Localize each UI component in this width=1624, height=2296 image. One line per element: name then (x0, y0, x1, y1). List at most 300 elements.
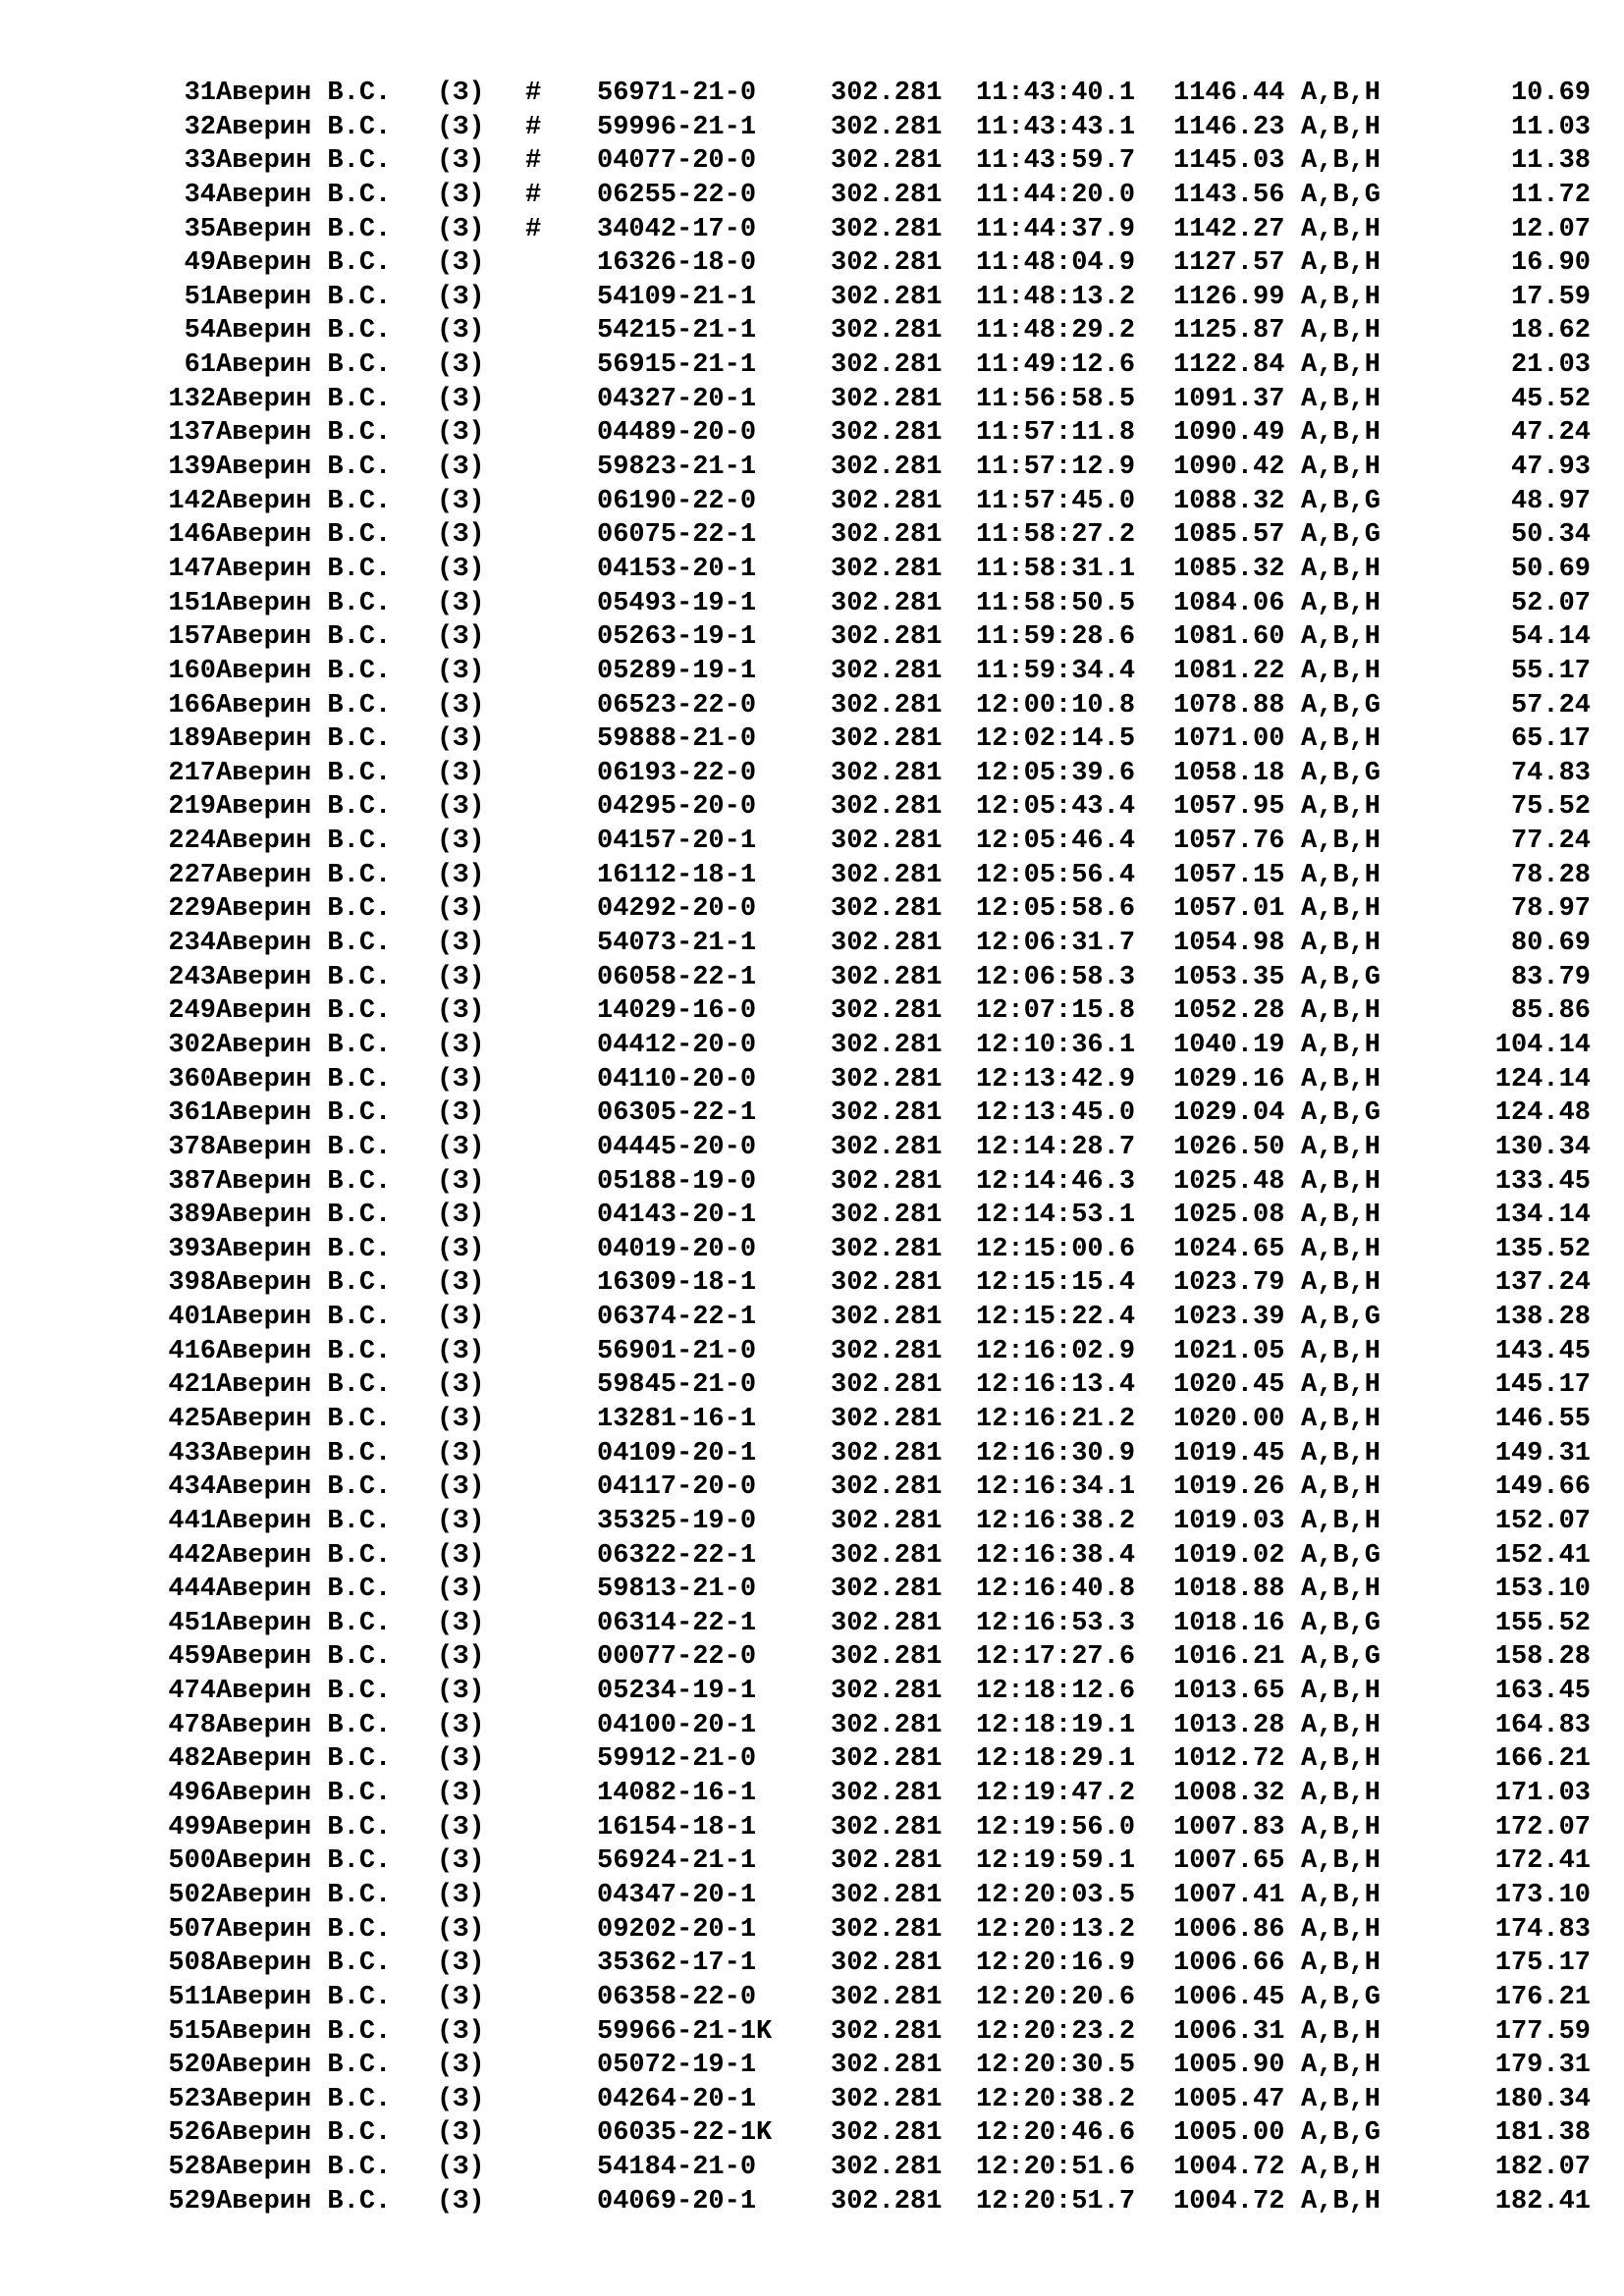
timestamp: 12:07:15.8 (976, 996, 1136, 1027)
timestamp: 11:43:43.1 (976, 112, 1136, 142)
participant-class: (З) (437, 1098, 485, 1129)
table-row (0, 1437, 1624, 1471)
azimuth-value: 302.281 (831, 1949, 943, 1979)
participant-name: Аверин В.С. (216, 146, 392, 177)
participant-name: Аверин В.С. (216, 1370, 392, 1401)
distance-value: 1025.08 (1173, 1201, 1285, 1231)
score-value: 182.41 (1494, 2186, 1591, 2216)
participant-name: Аверин В.С. (216, 1030, 392, 1060)
participant-name: Аверин В.С. (216, 1779, 392, 1809)
record-id: 04143-20-1 (597, 1201, 757, 1231)
participant-name: Аверин В.С. (216, 180, 392, 210)
participant-class: (З) (437, 418, 485, 449)
azimuth-value: 302.281 (831, 1132, 943, 1162)
distance-value: 1057.15 (1173, 860, 1285, 890)
participant-class: (З) (437, 1336, 485, 1366)
participant-name: Аверин В.С. (216, 792, 392, 823)
flags: A,B,H (1301, 1710, 1381, 1740)
azimuth-value: 302.281 (831, 1064, 943, 1095)
distance-value: 1057.01 (1173, 894, 1285, 925)
row-number: 234 (168, 929, 216, 959)
table-row (0, 2083, 1624, 2117)
azimuth-value: 302.281 (831, 656, 943, 686)
timestamp: 12:20:38.2 (976, 2084, 1136, 2114)
row-number: 442 (168, 1540, 216, 1571)
participant-class: (З) (437, 929, 485, 959)
record-id: 04109-20-1 (597, 1438, 757, 1468)
participant-name: Аверин В.С. (216, 520, 392, 551)
participant-name: Аверин В.С. (216, 1336, 392, 1366)
participant-name: Аверин В.С. (216, 350, 392, 381)
table-row (0, 77, 1624, 111)
participant-class: (З) (437, 180, 485, 210)
score-value: 75.52 (1510, 792, 1591, 823)
timestamp: 12:18:19.1 (976, 1710, 1136, 1740)
record-id: 13281-16-1 (597, 1404, 757, 1434)
azimuth-value: 302.281 (831, 860, 943, 890)
participant-name: Аверин В.С. (216, 2084, 392, 2114)
participant-class: (З) (437, 656, 485, 686)
participant-class: (З) (437, 1880, 485, 1910)
participant-class: (З) (437, 1642, 485, 1673)
flags: A,B,H (1301, 1575, 1381, 1605)
score-value: 135.52 (1494, 1234, 1591, 1264)
participant-name: Аверин В.С. (216, 316, 392, 347)
distance-value: 1057.76 (1173, 827, 1285, 857)
flags: A,B,H (1301, 1677, 1381, 1707)
row-number: 51 (184, 282, 216, 312)
participant-name: Аверин В.С. (216, 758, 392, 788)
flags: A,B,H (1301, 860, 1381, 890)
azimuth-value: 302.281 (831, 146, 943, 177)
distance-value: 1007.83 (1173, 1812, 1285, 1842)
distance-value: 1013.65 (1173, 1677, 1285, 1707)
azimuth-value: 302.281 (831, 1744, 943, 1775)
azimuth-value: 302.281 (831, 929, 943, 959)
distance-value: 1085.57 (1173, 520, 1285, 551)
row-mark: # (525, 146, 542, 177)
azimuth-value: 302.281 (831, 180, 943, 210)
participant-name: Аверин В.С. (216, 554, 392, 584)
record-id: 06322-22-1 (597, 1540, 757, 1571)
azimuth-value: 302.281 (831, 2016, 943, 2047)
distance-value: 1006.86 (1173, 1914, 1285, 1945)
distance-value: 1021.05 (1173, 1336, 1285, 1366)
record-id: 04157-20-1 (597, 827, 757, 857)
row-number: 433 (168, 1438, 216, 1468)
row-number: 378 (168, 1132, 216, 1162)
flags: A,B,H (1301, 1201, 1381, 1231)
record-id: 06374-22-1 (597, 1303, 757, 1333)
row-number: 393 (168, 1234, 216, 1264)
distance-value: 1029.04 (1173, 1098, 1285, 1129)
flags: A,B,H (1301, 1880, 1381, 1910)
timestamp: 11:48:13.2 (976, 282, 1136, 312)
azimuth-value: 302.281 (831, 1438, 943, 1468)
row-number: 398 (168, 1268, 216, 1299)
participant-name: Аверин В.С. (216, 1472, 392, 1503)
score-value: 77.24 (1510, 827, 1591, 857)
timestamp: 11:57:45.0 (976, 486, 1136, 516)
row-number: 151 (168, 588, 216, 618)
record-id: 54215-21-1 (597, 316, 757, 347)
distance-value: 1004.72 (1173, 2153, 1285, 2183)
participant-name: Аверин В.С. (216, 1880, 392, 1910)
record-id: 06035-22-1K (597, 2118, 773, 2149)
table-row (0, 348, 1624, 383)
row-number: 387 (168, 1166, 216, 1197)
distance-value: 1122.84 (1173, 350, 1285, 381)
score-value: 74.83 (1510, 758, 1591, 788)
timestamp: 12:13:45.0 (976, 1098, 1136, 1129)
participant-class: (З) (437, 1303, 485, 1333)
table-row (0, 1640, 1624, 1675)
flags: A,B,H (1301, 1166, 1381, 1197)
record-id: 04019-20-0 (597, 1234, 757, 1264)
flags: A,B,H (1301, 2186, 1381, 2216)
row-number: 496 (168, 1779, 216, 1809)
score-value: 182.07 (1494, 2153, 1591, 2183)
participant-name: Аверин В.С. (216, 1914, 392, 1945)
record-id: 06058-22-1 (597, 962, 757, 992)
distance-value: 1013.28 (1173, 1710, 1285, 1740)
participant-name: Аверин В.С. (216, 1132, 392, 1162)
azimuth-value: 302.281 (831, 690, 943, 721)
table-row (0, 2015, 1624, 2050)
score-value: 181.38 (1494, 2118, 1591, 2149)
row-number: 146 (168, 520, 216, 551)
participant-class: (З) (437, 146, 485, 177)
score-value: 45.52 (1510, 384, 1591, 414)
distance-value: 1020.45 (1173, 1370, 1285, 1401)
distance-value: 1005.47 (1173, 2084, 1285, 2114)
participant-name: Аверин В.С. (216, 1064, 392, 1095)
distance-value: 1024.65 (1173, 1234, 1285, 1264)
timestamp: 12:14:53.1 (976, 1201, 1136, 1231)
table-row (0, 994, 1624, 1029)
table-row (0, 416, 1624, 451)
timestamp: 11:56:58.5 (976, 384, 1136, 414)
distance-value: 1053.35 (1173, 962, 1285, 992)
score-value: 50.34 (1510, 520, 1591, 551)
timestamp: 11:43:59.7 (976, 146, 1136, 177)
score-value: 172.41 (1494, 1846, 1591, 1877)
participant-class: (З) (437, 1982, 485, 2012)
row-number: 139 (168, 453, 216, 483)
table-row (0, 383, 1624, 417)
table-row (0, 961, 1624, 995)
row-number: 500 (168, 1846, 216, 1877)
timestamp: 12:20:30.5 (976, 2051, 1136, 2081)
participant-class: (З) (437, 894, 485, 925)
table-row (0, 587, 1624, 621)
table-row (0, 2151, 1624, 2185)
table-row (0, 1777, 1624, 1811)
score-value: 80.69 (1510, 929, 1591, 959)
table-row (0, 1131, 1624, 1165)
participant-name: Аверин В.С. (216, 690, 392, 721)
participant-class: (З) (437, 2016, 485, 2047)
participant-class: (З) (437, 622, 485, 653)
record-id: 59888-21-0 (597, 724, 757, 755)
score-value: 163.45 (1494, 1677, 1591, 1707)
distance-value: 1018.88 (1173, 1575, 1285, 1605)
timestamp: 12:20:51.7 (976, 2186, 1136, 2216)
record-id: 16326-18-0 (597, 248, 757, 279)
score-value: 48.97 (1510, 486, 1591, 516)
distance-value: 1146.23 (1173, 112, 1285, 142)
row-number: 219 (168, 792, 216, 823)
timestamp: 12:13:42.9 (976, 1064, 1136, 1095)
distance-value: 1012.72 (1173, 1744, 1285, 1775)
score-value: 16.90 (1510, 248, 1591, 279)
timestamp: 11:49:12.6 (976, 350, 1136, 381)
score-value: 85.86 (1510, 996, 1591, 1027)
row-mark: # (525, 112, 542, 142)
row-number: 243 (168, 962, 216, 992)
participant-class: (З) (437, 860, 485, 890)
flags: A,B,G (1301, 1642, 1381, 1673)
timestamp: 12:14:28.7 (976, 1132, 1136, 1162)
record-id: 56915-21-1 (597, 350, 757, 381)
azimuth-value: 302.281 (831, 1677, 943, 1707)
row-number: 529 (168, 2186, 216, 2216)
record-id: 35362-17-1 (597, 1949, 757, 1979)
participant-class: (З) (437, 1710, 485, 1740)
flags: A,B,G (1301, 690, 1381, 721)
score-value: 174.83 (1494, 1914, 1591, 1945)
record-id: 00077-22-0 (597, 1642, 757, 1673)
azimuth-value: 302.281 (831, 1336, 943, 1366)
azimuth-value: 302.281 (831, 1779, 943, 1809)
distance-value: 1146.44 (1173, 79, 1285, 108)
score-value: 124.14 (1494, 1064, 1591, 1095)
participant-name: Аверин В.С. (216, 214, 392, 244)
timestamp: 12:16:21.2 (976, 1404, 1136, 1434)
row-number: 389 (168, 1201, 216, 1231)
azimuth-value: 302.281 (831, 453, 943, 483)
flags: A,B,G (1301, 1540, 1381, 1571)
participant-name: Аверин В.С. (216, 827, 392, 857)
record-id: 04295-20-0 (597, 792, 757, 823)
table-row (0, 859, 1624, 893)
flags: A,B,H (1301, 1370, 1381, 1401)
score-value: 172.07 (1494, 1812, 1591, 1842)
score-value: 104.14 (1494, 1030, 1591, 1060)
record-id: 56924-21-1 (597, 1846, 757, 1877)
table-row (0, 1539, 1624, 1574)
timestamp: 12:16:40.8 (976, 1575, 1136, 1605)
timestamp: 12:19:47.2 (976, 1779, 1136, 1809)
score-value: 130.34 (1494, 1132, 1591, 1162)
participant-class: (З) (437, 1608, 485, 1638)
azimuth-value: 302.281 (831, 316, 943, 347)
participant-name: Аверин В.С. (216, 962, 392, 992)
participant-name: Аверин В.С. (216, 248, 392, 279)
distance-value: 1054.98 (1173, 929, 1285, 959)
table-row (0, 485, 1624, 519)
participant-name: Аверин В.С. (216, 929, 392, 959)
row-number: 425 (168, 1404, 216, 1434)
flags: A,B,H (1301, 1949, 1381, 1979)
flags: A,B,H (1301, 1914, 1381, 1945)
participant-name: Аверин В.С. (216, 112, 392, 142)
flags: A,B,H (1301, 1472, 1381, 1503)
record-id: 06314-22-1 (597, 1608, 757, 1638)
azimuth-value: 302.281 (831, 214, 943, 244)
timestamp: 12:19:56.0 (976, 1812, 1136, 1842)
flags: A,B,G (1301, 180, 1381, 210)
row-number: 160 (168, 656, 216, 686)
flags: A,B,G (1301, 962, 1381, 992)
azimuth-value: 302.281 (831, 486, 943, 516)
azimuth-value: 302.281 (831, 2118, 943, 2149)
flags: A,B,H (1301, 554, 1381, 584)
table-row (0, 1470, 1624, 1505)
score-value: 124.48 (1494, 1098, 1591, 1129)
timestamp: 12:05:56.4 (976, 860, 1136, 890)
row-number: 224 (168, 827, 216, 857)
record-id: 04069-20-1 (597, 2186, 757, 2216)
flags: A,B,G (1301, 1303, 1381, 1333)
timestamp: 12:16:13.4 (976, 1370, 1136, 1401)
participant-class: (З) (437, 792, 485, 823)
azimuth-value: 302.281 (831, 2084, 943, 2114)
timestamp: 12:20:51.6 (976, 2153, 1136, 2183)
timestamp: 12:16:30.9 (976, 1438, 1136, 1468)
participant-name: Аверин В.С. (216, 2016, 392, 2047)
score-value: 145.17 (1494, 1370, 1591, 1401)
flags: A,B,H (1301, 384, 1381, 414)
participant-class: (З) (437, 827, 485, 857)
row-number: 502 (168, 1880, 216, 1910)
score-value: 166.21 (1494, 1744, 1591, 1775)
participant-name: Аверин В.С. (216, 588, 392, 618)
distance-value: 1007.41 (1173, 1880, 1285, 1910)
record-id: 05263-19-1 (597, 622, 757, 653)
record-id: 04153-20-1 (597, 554, 757, 584)
distance-value: 1005.90 (1173, 2051, 1285, 2081)
participant-class: (З) (437, 316, 485, 347)
timestamp: 12:20:16.9 (976, 1949, 1136, 1979)
flags: A,B,H (1301, 894, 1381, 925)
participant-name: Аверин В.С. (216, 1642, 392, 1673)
table-row (0, 757, 1624, 791)
timestamp: 11:48:04.9 (976, 248, 1136, 279)
row-number: 528 (168, 2153, 216, 2183)
participant-class: (З) (437, 1064, 485, 1095)
record-id: 04264-20-1 (597, 2084, 757, 2114)
participant-name: Аверин В.С. (216, 860, 392, 890)
score-value: 152.41 (1494, 1540, 1591, 1571)
score-value: 55.17 (1510, 656, 1591, 686)
flags: A,B,H (1301, 1404, 1381, 1434)
row-number: 49 (184, 248, 216, 279)
table-row (0, 1029, 1624, 1063)
distance-value: 1091.37 (1173, 384, 1285, 414)
table-row (0, 722, 1624, 757)
flags: A,B,H (1301, 2016, 1381, 2047)
participant-class: (З) (437, 1404, 485, 1434)
distance-value: 1005.00 (1173, 2118, 1285, 2149)
azimuth-value: 302.281 (831, 1404, 943, 1434)
record-id: 04117-20-0 (597, 1472, 757, 1503)
participant-name: Аверин В.С. (216, 1846, 392, 1877)
table-row (0, 2049, 1624, 2083)
participant-name: Аверин В.С. (216, 1303, 392, 1333)
participant-class: (З) (437, 1268, 485, 1299)
participant-name: Аверин В.С. (216, 1234, 392, 1264)
azimuth-value: 302.281 (831, 350, 943, 381)
distance-value: 1040.19 (1173, 1030, 1285, 1060)
flags: A,B,H (1301, 996, 1381, 1027)
table-row (0, 1675, 1624, 1709)
timestamp: 11:58:31.1 (976, 554, 1136, 584)
table-row (0, 790, 1624, 825)
score-value: 143.45 (1494, 1336, 1591, 1366)
timestamp: 12:15:00.6 (976, 1234, 1136, 1264)
table-row (0, 1368, 1624, 1403)
participant-name: Аверин В.С. (216, 1812, 392, 1842)
record-id: 04412-20-0 (597, 1030, 757, 1060)
timestamp: 12:02:14.5 (976, 724, 1136, 755)
row-number: 142 (168, 486, 216, 516)
score-value: 171.03 (1494, 1779, 1591, 1809)
score-value: 52.07 (1510, 588, 1591, 618)
participant-class: (З) (437, 248, 485, 279)
row-number: 61 (184, 350, 216, 381)
participant-class: (З) (437, 588, 485, 618)
distance-value: 1007.65 (1173, 1846, 1285, 1877)
azimuth-value: 302.281 (831, 894, 943, 925)
participant-class: (З) (437, 520, 485, 551)
row-number: 401 (168, 1303, 216, 1333)
record-id: 14082-16-1 (597, 1779, 757, 1809)
azimuth-value: 302.281 (831, 1303, 943, 1333)
flags: A,B,H (1301, 316, 1381, 347)
participant-name: Аверин В.С. (216, 1201, 392, 1231)
row-number: 482 (168, 1744, 216, 1775)
timestamp: 12:06:58.3 (976, 962, 1136, 992)
participant-name: Аверин В.С. (216, 1608, 392, 1638)
azimuth-value: 302.281 (831, 1812, 943, 1842)
flags: A,B,H (1301, 1506, 1381, 1536)
row-number: 157 (168, 622, 216, 653)
participant-class: (З) (437, 2118, 485, 2149)
participant-name: Аверин В.С. (216, 282, 392, 312)
distance-value: 1142.27 (1173, 214, 1285, 244)
record-id: 56901-21-0 (597, 1336, 757, 1366)
distance-value: 1019.02 (1173, 1540, 1285, 1571)
flags: A,B,H (1301, 1744, 1381, 1775)
flags: A,B,H (1301, 2084, 1381, 2114)
record-id: 59813-21-0 (597, 1575, 757, 1605)
distance-value: 1085.32 (1173, 554, 1285, 584)
record-id: 56971-21-0 (597, 79, 757, 108)
row-number: 147 (168, 554, 216, 584)
participant-name: Аверин В.С. (216, 79, 392, 108)
record-id: 35325-19-0 (597, 1506, 757, 1536)
row-number: 34 (184, 180, 216, 210)
score-value: 164.83 (1494, 1710, 1591, 1740)
flags: A,B,H (1301, 588, 1381, 618)
table-row (0, 1403, 1624, 1437)
table-row (0, 1913, 1624, 1948)
score-value: 12.07 (1510, 214, 1591, 244)
row-number: 361 (168, 1098, 216, 1129)
flags: A,B,H (1301, 1064, 1381, 1095)
row-number: 520 (168, 2051, 216, 2081)
